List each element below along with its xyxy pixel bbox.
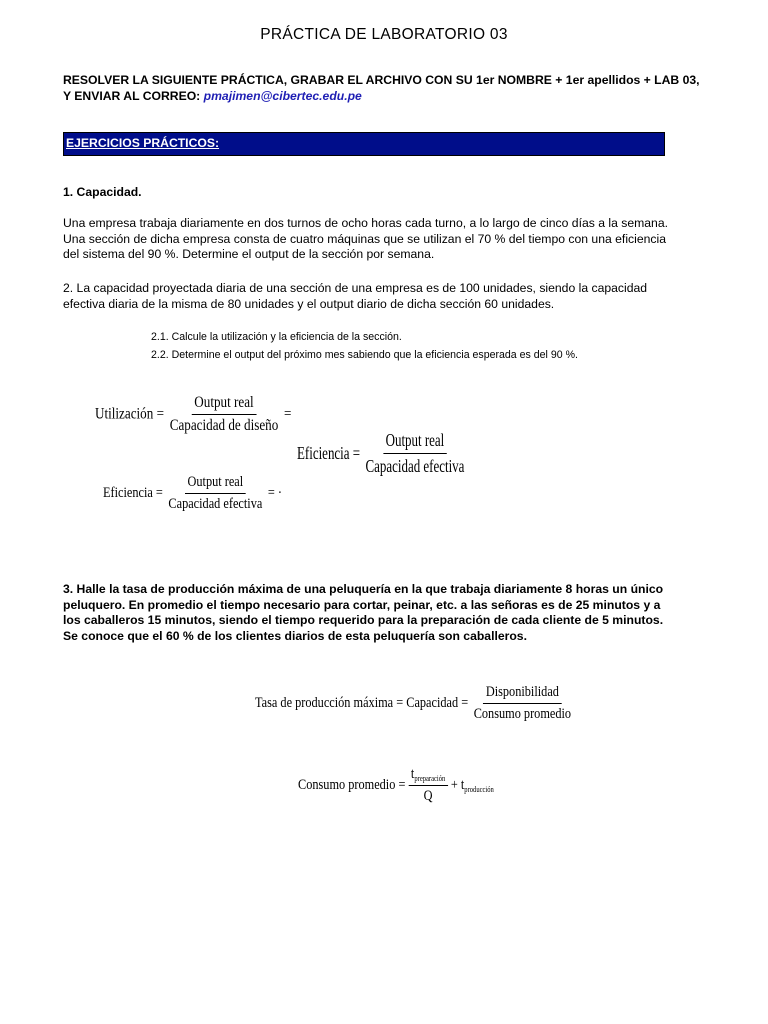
formula-eficiencia-small-numerator: Output real (185, 474, 246, 494)
formula-consumo-t-prep: t (410, 766, 415, 782)
formula-tasa-label: Tasa de producción máxima = Capacidad = (255, 695, 469, 711)
formula-utilizacion-fraction (167, 394, 280, 435)
formula-tasa-fraction (471, 684, 573, 723)
formula-consumo-t-prod (461, 777, 494, 793)
instructions-text: RESOLVER LA SIGUIENTE PRÁCTICA, GRABAR EL ARCHIVO CON SU 1er NOMBRE + 1er apellidos + LAB 03, Y ENVIAR AL CORREO: (63, 73, 700, 103)
section-header-banner (63, 132, 665, 156)
formula-consumo (298, 766, 494, 805)
formula-utilizacion-label: Utilización = (95, 405, 164, 423)
exercise-1-body: Una empresa trabaja diariamente en dos turnos de ocho horas cada turno, a lo largo de cinco días a la semana. Una sección de dicha empresa consta de cuatro máquinas que se utilizan el 70 % del tiempo con una eficiencia del sistema del 90 %. Determine el output de la sección por semana. (63, 216, 669, 261)
formula-eficiencia-big-fraction (363, 430, 466, 477)
page-title: PRÁCTICA DE LABORATORIO 03 (260, 26, 508, 43)
formula-eficiencia-small-fraction (166, 474, 265, 513)
formula-eficiencia-small-denominator: Capacidad efectiva (168, 496, 263, 512)
exercise-3-body: 3. Halle la tasa de producción máxima de una peluquería en la que trabaja diariamente 8 horas un único peluquero. En promedio el tiempo necesario para cortar, peinar, etc. a las señoras es de 25 minutos y a los caballeros 15 minutos, siendo el tiempo requerido para la preparación de cada cliente de 5 minutos. Se conoce que el 60 % de los clientes diarios de esta peluquería son caballeros. (63, 582, 664, 643)
formula-utilizacion (95, 394, 291, 435)
instructions (63, 72, 703, 104)
formula-consumo-t2: t (460, 777, 465, 793)
formula-consumo-prod-sub: producción (464, 785, 494, 794)
formula-consumo-prep-sub: preparación (414, 774, 446, 783)
formula-consumo-numerator (408, 766, 447, 786)
formula-consumo-label: Consumo promedio = (298, 777, 406, 793)
formula-eficiencia-small (103, 474, 282, 513)
exercise-2-body: 2. La capacidad proyectada diaria de una sección de una empresa es de 100 unidades, siendo la capacidad efectiva diaria de la misma de 80 unidades y el output diario de dicha sección 60 unidades. (63, 281, 648, 311)
formula-eficiencia-big-numerator: Output real (383, 430, 446, 454)
formula-consumo-plus: + (450, 777, 458, 793)
formula-utilizacion-equals: = (284, 405, 292, 423)
formula-utilizacion-numerator: Output real (192, 394, 256, 415)
exercise-1-title: 1. Capacidad. (63, 185, 142, 199)
formula-eficiencia-big-label: Eficiencia = (297, 443, 361, 463)
formula-consumo-fraction (408, 766, 447, 805)
formula-tasa-denominator: Consumo promedio (473, 706, 572, 722)
formula-eficiencia-big-denominator: Capacidad efectiva (365, 456, 465, 476)
formula-eficiencia-small-label: Eficiencia = (103, 485, 163, 501)
formula-consumo-denominator: Q (423, 788, 433, 804)
exercise-2-1: 2.1. Calcule la utilización y la eficiencia de la sección. (151, 331, 402, 343)
formula-utilizacion-denominator: Capacidad de diseño (169, 417, 279, 434)
formula-tasa-numerator: Disponibilidad (483, 684, 561, 704)
section-header: EJERCICIOS PRÁCTICOS: (66, 136, 220, 150)
formula-tasa (255, 684, 574, 723)
formula-eficiencia-big (297, 430, 467, 477)
email-link[interactable]: pmajimen@cibertec.edu.pe (203, 89, 362, 103)
formula-eficiencia-small-tail: = · (267, 485, 282, 501)
exercise-2-2: 2.2. Determine el output del próximo mes sabiendo que la eficiencia esperada es del 90 %. (151, 349, 578, 361)
